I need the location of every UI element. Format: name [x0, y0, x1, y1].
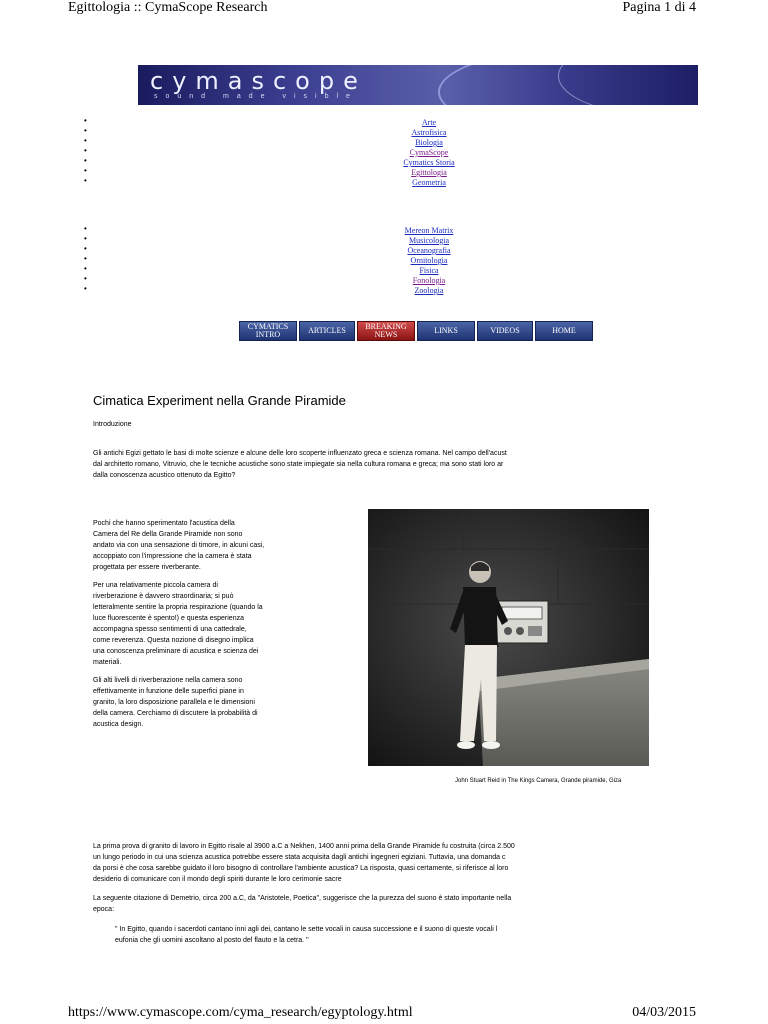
nav-item	[84, 264, 768, 274]
print-header-page: Pagina 1 di 4	[622, 0, 696, 15]
text-line: andato via con una sensazione di timore, in alcuni casi,	[93, 542, 265, 549]
kings-chamber-photo	[368, 509, 649, 766]
button-label-line: VIDEOS	[490, 326, 520, 335]
text-line: da porsi è che cosa sarebbe guidato il loro bisogno di controllare l'ambiente acustica? La risposta, quasi certamente, si riferisce al loro	[93, 865, 509, 872]
button-label-line: BREAKING	[365, 322, 407, 331]
nav-link-egittologia[interactable]: Egittologia	[411, 168, 447, 177]
print-footer-date: 04/03/2015	[632, 1005, 696, 1020]
nav-item	[84, 126, 768, 136]
nav-link-arte[interactable]: Arte	[421, 118, 437, 127]
nav-link-musicologia[interactable]: Musicologia	[409, 236, 449, 245]
column-paragraph-2	[93, 580, 348, 668]
nav-item	[84, 156, 768, 166]
photo-illustration	[368, 509, 649, 766]
nav-link-cymascope[interactable]: CymaScope	[409, 148, 449, 157]
bullet-icon: •	[84, 126, 87, 135]
text-line: progettata per essere riverberante.	[93, 564, 201, 571]
button-label-line: INTRO	[255, 330, 281, 339]
button-label-line: HOME	[552, 326, 576, 335]
text-line: granito, la loro disposizione parallela e le dimensioni	[93, 699, 255, 706]
nav-item	[84, 146, 768, 156]
text-line: riverberazione è davvero straordinaria; si può	[93, 593, 234, 600]
text-line: letteralmente sentire la propria respirazione (quando la	[93, 604, 263, 611]
paragraph-4	[93, 841, 699, 885]
nav-item	[84, 176, 768, 186]
text-line: La seguente citazione di Demetrio, circa 200 a.C, da "Aristotele, Poetica", suggerisce che la purezza del suono è stato importante nella	[93, 895, 512, 902]
bullet-icon: •	[84, 264, 87, 273]
bullet-icon: •	[84, 136, 87, 145]
text-line: eufonia che gli uomini ascoltano al posto del flauto e la cetra. "	[115, 937, 309, 944]
videos-button[interactable]	[477, 321, 533, 341]
nav-item	[84, 274, 768, 284]
text-line: dalla conoscenza acustico ottenuto da Egitto?	[93, 472, 236, 479]
breaking-news-button[interactable]	[357, 321, 415, 341]
nav-link-astrofisica[interactable]: Astrofisica	[411, 128, 447, 137]
articles-button[interactable]	[299, 321, 355, 341]
text-line: accompagna spesso sentimenti di una cattedrale,	[93, 626, 247, 633]
nav-link-geometria[interactable]: Geometria	[412, 178, 446, 187]
bullet-icon: •	[84, 224, 87, 233]
button-label-line: CYMATICS	[247, 322, 289, 331]
button-label-line: ARTICLES	[308, 326, 346, 335]
bullet-icon: •	[84, 254, 87, 263]
nav-link-zoologia[interactable]: Zoologia	[414, 286, 444, 295]
section-button-bar	[239, 321, 593, 341]
demetrius-quote	[115, 924, 699, 946]
banner-tagline: sound made visible	[154, 93, 358, 100]
print-header-title: Egittologia :: CymaScope Research	[68, 0, 268, 15]
text-line: luce fluorescente è spento!) e questa esperienza	[93, 615, 244, 622]
nav-item	[84, 234, 768, 244]
nav-link-fonologia[interactable]: Fonologia	[412, 276, 446, 285]
bullet-icon: •	[84, 284, 87, 293]
nav-item	[84, 166, 768, 176]
text-line: Camera del Re della Grande Piramide non sono	[93, 531, 243, 538]
nav-link-mereon-matrix[interactable]: Mereon Matrix	[404, 226, 454, 235]
article-title: Cimatica Experiment nella Grande Piramide	[93, 393, 346, 408]
bullet-icon: •	[84, 116, 87, 125]
paragraph-5	[93, 893, 699, 915]
text-line: Pochi che hanno sperimentato l'acustica della	[93, 520, 235, 527]
nav-item	[84, 254, 768, 264]
nav-link-cymatics-storia[interactable]: Cymatics Storia	[403, 158, 455, 167]
bullet-icon: •	[84, 146, 87, 155]
text-line: accoppiato con l'impressione che la camera è stata	[93, 553, 252, 560]
text-line: Gli alti livelli di riverberazione nella camera sono	[93, 677, 243, 684]
button-label-line: LINKS	[434, 326, 458, 335]
intro-paragraph	[93, 448, 699, 481]
nav-item	[84, 116, 768, 126]
bullet-icon: •	[84, 234, 87, 243]
bullet-icon: •	[84, 166, 87, 175]
text-line: La prima prova di granito di lavoro in Egitto risale al 3900 a.C a Nekhen, 1400 anni prima della Grande Piramide fu costruita (circa 2.500	[93, 843, 515, 850]
print-footer-url: https://www.cymascope.com/cyma_research/egyptology.html	[68, 1005, 413, 1020]
text-line: Per una relativamente piccola camera di	[93, 582, 218, 589]
nav-item	[84, 136, 768, 146]
text-line: una conoscenza preliminare di acustica e scienza dei	[93, 648, 259, 655]
text-line: epoca:	[93, 906, 115, 913]
banner-wave-decoration-2	[558, 65, 698, 105]
text-line: desiderio di comunicare con il mondo degli spiriti durante le loro cerimonie sacre	[93, 876, 342, 883]
text-line: della camera. Cerchiamo di discutere la probabilità di	[93, 710, 258, 717]
column-paragraph-1	[93, 518, 348, 573]
nav-item	[84, 224, 768, 234]
button-label-line: NEWS	[374, 330, 398, 339]
photo-caption: John Stuart Reid in The Kings Camera, Grande piramide, Giza	[455, 778, 622, 784]
nav-link-ornitologia[interactable]: Ornitologia	[410, 256, 448, 265]
links-button[interactable]	[417, 321, 475, 341]
bullet-icon: •	[84, 176, 87, 185]
text-line: " In Egitto, quando i sacerdoti cantano inni agli dei, cantano le sette vocali in causa successione e il suono di queste vocali l	[115, 926, 498, 933]
text-line: acustica design.	[93, 721, 144, 728]
bullet-icon: •	[84, 244, 87, 253]
text-line: dal architetto romano, Vitruvio, che le tecniche acustiche sono state impiegate sia nella cultura romana e greca; ma sono stati loro ar	[93, 461, 504, 468]
nav-item	[84, 284, 768, 294]
nav-item	[84, 244, 768, 254]
nav-link-oceanografia[interactable]: Oceanografia	[407, 246, 451, 255]
text-line: effettivamente in funzione delle superfici piane in	[93, 688, 244, 695]
column-paragraph-3	[93, 675, 348, 730]
cymatics-intro-button[interactable]	[239, 321, 297, 341]
article-subtitle: Introduzione	[93, 421, 132, 428]
text-line: come reverenza. Questa nozione di disegno implica	[93, 637, 254, 644]
nav-link-biologia[interactable]: Biologia	[415, 138, 443, 147]
nav-list-primary	[84, 116, 768, 186]
text-line: materiali.	[93, 659, 122, 666]
bullet-icon: •	[84, 274, 87, 283]
text-line: Gli antichi Egizi gettato le basi di molte scienze e alcune delle loro scoperte influenzato greca e scienza romana. Nel campo dell'acust	[93, 450, 507, 457]
banner-logo-text: cymascope	[150, 67, 367, 95]
bullet-icon: •	[84, 156, 87, 165]
text-line: un lungo periodo in cui una scienza acustica potrebbe essere stata acquisita dagli antichi ingegneri egiziani. Tuttavia, una domanda c	[93, 854, 506, 861]
nav-link-fisica[interactable]: Fisica	[419, 266, 439, 275]
cymascope-banner[interactable]	[138, 65, 698, 105]
home-button[interactable]	[535, 321, 593, 341]
nav-list-secondary	[84, 224, 768, 294]
